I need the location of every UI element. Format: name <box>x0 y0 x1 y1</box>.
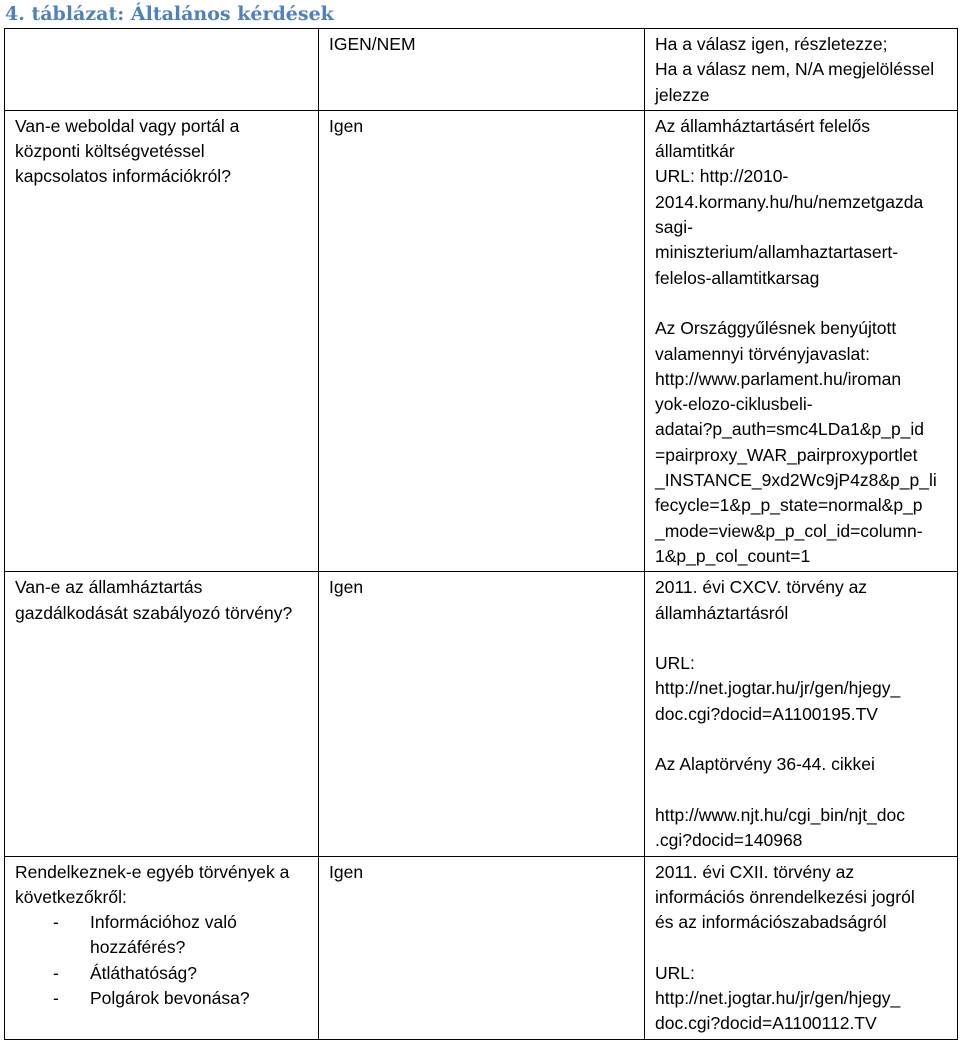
question-line: kapcsolatos információkról? <box>15 166 231 187</box>
question-line: Van-e az államháztartás <box>15 577 203 598</box>
detail-line: valamennyi törvényjavaslat: <box>655 343 870 364</box>
list-item-line: Átláthatóság? <box>90 962 198 983</box>
detail-link[interactable]: 2014.kormany.hu/hu/nemzetgazda <box>655 191 924 212</box>
detail-link[interactable]: http://www.parlament.hu/iroman <box>655 368 902 389</box>
table-row <box>5 110 958 571</box>
detail-line: 2011. évi CXII. törvény az <box>655 861 855 882</box>
answer-cell <box>319 572 645 856</box>
list-item-line: Polgárok bevonása? <box>90 987 250 1008</box>
detail-link[interactable]: fecycle=1&p_p_state=normal&p_p <box>655 495 923 516</box>
detail-link[interactable]: felelos-allamtitkarsag <box>655 267 820 288</box>
detail-line: URL: <box>655 653 695 674</box>
answer-value: Igen <box>329 115 364 136</box>
question-cell <box>5 572 319 856</box>
detail-link[interactable]: http://www.njt.hu/cgi_bin/njt_doc <box>655 804 906 825</box>
detail-link[interactable]: miniszterium/allamhaztartasert- <box>655 242 899 263</box>
answer-value: Igen <box>329 577 364 598</box>
detail-link[interactable]: URL: http://2010- <box>655 166 789 187</box>
dash-bullet: - <box>53 962 59 983</box>
question-line: Rendelkeznek-e egyéb törvények a <box>15 861 290 882</box>
paragraph-gap <box>655 778 949 803</box>
question-cell <box>5 110 319 571</box>
paragraph-gap <box>655 291 949 316</box>
answer-cell <box>319 110 645 571</box>
dash-bullet: - <box>53 987 59 1008</box>
header-yes-no-label: IGEN/NEM <box>329 34 416 54</box>
table-row <box>5 572 958 856</box>
header-detail-line: Ha a válasz nem, N/A megjelöléssel <box>655 59 935 80</box>
answer-value: Igen <box>329 861 364 882</box>
detail-line: Az Alaptörvény 36-44. cikkei <box>655 754 875 775</box>
header-question-cell <box>5 29 319 111</box>
detail-line: 2011. évi CXCV. törvény az <box>655 577 868 598</box>
list-item <box>15 910 310 961</box>
detail-link[interactable]: 1&p_p_col_count=1 <box>655 545 811 566</box>
detail-line: és az információszabadságról <box>655 912 887 933</box>
detail-link[interactable]: sagi- <box>655 217 693 238</box>
header-yes-no-cell <box>319 29 645 111</box>
detail-line: információs önrendelkezési jogról <box>655 886 915 907</box>
header-detail-line: jelezze <box>655 84 710 105</box>
detail-link[interactable]: doc.cgi?docid=A1100195.TV <box>655 703 878 724</box>
question-line: következőkről: <box>15 886 127 907</box>
detail-link[interactable]: yok-elozo-ciklusbeli- <box>655 394 813 415</box>
detail-line: államháztartásról <box>655 602 789 623</box>
list-item-line: hozzáférés? <box>90 937 186 958</box>
table-caption: 4. táblázat: Általános kérdések <box>5 3 334 25</box>
paragraph-gap <box>655 626 949 651</box>
detail-link[interactable]: http://net.jogtar.hu/jr/gen/hjegy_ <box>655 678 901 699</box>
detail-link[interactable]: =pairproxy_WAR_pairproxyportlet <box>655 444 918 465</box>
detail-link[interactable]: _mode=view&p_p_col_id=column- <box>655 520 923 541</box>
header-detail-line: Ha a válasz igen, részletezze; <box>655 34 888 54</box>
paragraph-gap <box>655 727 949 752</box>
detail-link[interactable]: _INSTANCE_9xd2Wc9jP4z8&p_p_li <box>655 470 937 491</box>
question-line: gazdálkodását szabályozó törvény? <box>15 602 293 623</box>
header-row <box>5 29 958 111</box>
detail-link[interactable]: doc.cgi?docid=A1100112.TV <box>655 1013 877 1034</box>
detail-line: Az Országgyűlésnek benyújtott <box>655 318 897 339</box>
detail-cell <box>645 110 958 571</box>
detail-line: Az államháztartásért felelős <box>655 115 870 136</box>
detail-link[interactable]: adatai?p_auth=smc4LDa1&p_p_id <box>655 419 925 440</box>
list-item <box>15 961 310 986</box>
list-item <box>15 986 310 1011</box>
detail-cell <box>645 572 958 856</box>
question-line: Van-e weboldal vagy portál a <box>15 115 240 136</box>
question-sublist <box>15 910 310 1011</box>
detail-line: államtitkár <box>655 141 735 162</box>
dash-bullet: - <box>53 912 59 933</box>
paragraph-gap <box>655 935 949 960</box>
detail-line: URL: <box>655 962 695 983</box>
list-item-line: Információhoz való <box>90 912 237 933</box>
detail-link[interactable]: .cgi?docid=140968 <box>655 830 803 851</box>
detail-link[interactable]: http://net.jogtar.hu/jr/gen/hjegy_ <box>655 987 901 1008</box>
question-line: központi költségvetéssel <box>15 141 205 162</box>
general-questions-table <box>4 28 958 1040</box>
header-detail-cell <box>645 29 958 111</box>
